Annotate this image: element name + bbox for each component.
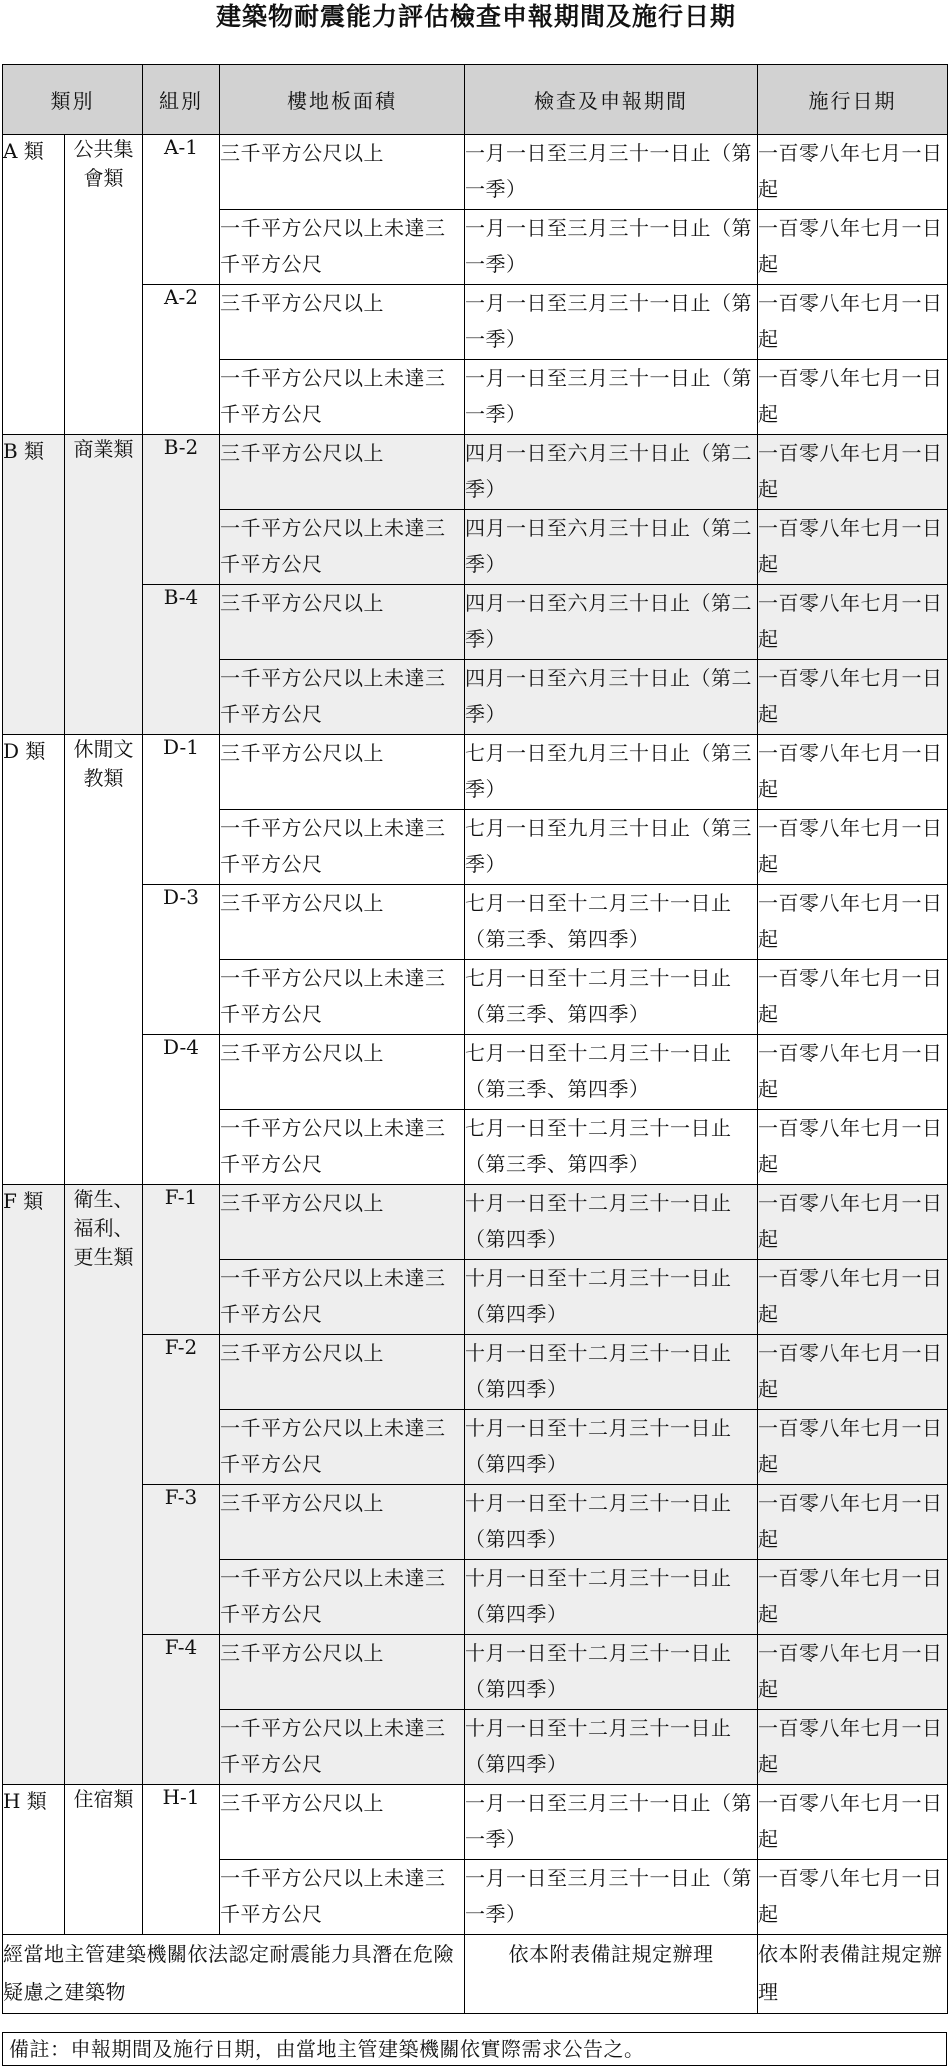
floor-area-cell: 三千平方公尺以上 [220,1635,465,1710]
period-cell: 十月一日至十二月三十一日止（第四季） [465,1635,758,1710]
effective-cell: 一百零八年七月一日起 [758,360,948,435]
group-code: F-3 [143,1485,220,1635]
floor-area-cell: 三千平方公尺以上 [220,885,465,960]
group-code: D-4 [143,1035,220,1185]
effective-cell: 一百零八年七月一日起 [758,735,948,810]
period-cell: 四月一日至六月三十日止（第二季） [465,585,758,660]
category-type: F 類 [3,1185,65,1785]
effective-cell: 一百零八年七月一日起 [758,1485,948,1560]
floor-area-cell: 一千平方公尺以上未達三千平方公尺 [220,360,465,435]
header-period: 檢查及申報期間 [465,65,758,135]
period-cell: 十月一日至十二月三十一日止（第四季） [465,1185,758,1260]
category-type: B 類 [3,435,65,735]
floor-area-cell: 一千平方公尺以上未達三千平方公尺 [220,660,465,735]
effective-cell: 一百零八年七月一日起 [758,1635,948,1710]
group-code: F-4 [143,1635,220,1785]
table-row [3,435,948,510]
special-effective-cell: 依本附表備註規定辦理 [758,1935,948,2014]
period-cell: 七月一日至九月三十日止（第三季） [465,735,758,810]
effective-cell: 一百零八年七月一日起 [758,1710,948,1785]
floor-area-cell: 一千平方公尺以上未達三千平方公尺 [220,1110,465,1185]
group-code: F-1 [143,1185,220,1335]
table-row [3,1335,948,1410]
category-subtype: 衛生、福利、更生類 [65,1185,143,1785]
floor-area-cell: 三千平方公尺以上 [220,1185,465,1260]
header-effective: 施行日期 [758,65,948,135]
table-row [3,1485,948,1560]
table-body [3,135,948,2014]
special-period-cell: 依本附表備註規定辦理 [465,1935,758,2014]
floor-area-cell: 一千平方公尺以上未達三千平方公尺 [220,1410,465,1485]
period-cell: 一月一日至三月三十一日止（第一季） [465,1785,758,1860]
category-subtype: 商業類 [65,435,143,735]
page-title: 建築物耐震能力評估檢查申報期間及施行日期 [215,2,736,31]
header-group: 組別 [143,65,220,135]
category-type: H 類 [3,1785,65,1935]
period-cell: 十月一日至十二月三十一日止（第四季） [465,1335,758,1410]
period-cell: 十月一日至十二月三十一日止（第四季） [465,1410,758,1485]
effective-cell: 一百零八年七月一日起 [758,1860,948,1935]
period-cell: 四月一日至六月三十日止（第二季） [465,510,758,585]
floor-area-cell: 三千平方公尺以上 [220,735,465,810]
special-row [3,1935,948,2014]
table-row [3,1035,948,1110]
period-cell: 七月一日至十二月三十一日止（第三季、第四季） [465,885,758,960]
table-row [3,885,948,960]
schedule-table [2,64,948,2014]
floor-area-cell: 一千平方公尺以上未達三千平方公尺 [220,510,465,585]
effective-cell: 一百零八年七月一日起 [758,1410,948,1485]
table-row [3,1185,948,1260]
floor-area-cell: 三千平方公尺以上 [220,1785,465,1860]
period-cell: 七月一日至九月三十日止（第三季） [465,810,758,885]
effective-cell: 一百零八年七月一日起 [758,435,948,510]
group-code: B-4 [143,585,220,735]
group-code: D-1 [143,735,220,885]
table-row [3,135,948,210]
floor-area-cell: 三千平方公尺以上 [220,1035,465,1110]
floor-area-cell: 一千平方公尺以上未達三千平方公尺 [220,1860,465,1935]
effective-cell: 一百零八年七月一日起 [758,960,948,1035]
period-cell: 一月一日至三月三十一日止（第一季） [465,285,758,360]
table-row [3,1635,948,1710]
effective-cell: 一百零八年七月一日起 [758,1260,948,1335]
floor-area-cell: 一千平方公尺以上未達三千平方公尺 [220,210,465,285]
group-code: H-1 [143,1785,220,1935]
group-code: A-2 [143,285,220,435]
floor-area-cell: 三千平方公尺以上 [220,435,465,510]
floor-area-cell: 一千平方公尺以上未達三千平方公尺 [220,1260,465,1335]
group-code: B-2 [143,435,220,585]
period-cell: 七月一日至十二月三十一日止（第三季、第四季） [465,1110,758,1185]
table-row [3,1785,948,1860]
period-cell: 七月一日至十二月三十一日止（第三季、第四季） [465,1035,758,1110]
category-subtype: 休閒文教類 [65,735,143,1185]
period-cell: 四月一日至六月三十日止（第二季） [465,435,758,510]
period-cell: 十月一日至十二月三十一日止（第四季） [465,1560,758,1635]
group-code: F-2 [143,1335,220,1485]
period-cell: 十月一日至十二月三十一日止（第四季） [465,1710,758,1785]
effective-cell: 一百零八年七月一日起 [758,1185,948,1260]
effective-cell: 一百零八年七月一日起 [758,285,948,360]
effective-cell: 一百零八年七月一日起 [758,885,948,960]
floor-area-cell: 一千平方公尺以上未達三千平方公尺 [220,1560,465,1635]
effective-cell: 一百零八年七月一日起 [758,510,948,585]
table-row [3,585,948,660]
effective-cell: 一百零八年七月一日起 [758,1560,948,1635]
category-subtype: 公共集會類 [65,135,143,435]
period-cell: 十月一日至十二月三十一日止（第四季） [465,1485,758,1560]
period-cell: 一月一日至三月三十一日止（第一季） [465,1860,758,1935]
effective-cell: 一百零八年七月一日起 [758,1785,948,1860]
effective-cell: 一百零八年七月一日起 [758,585,948,660]
floor-area-cell: 三千平方公尺以上 [220,585,465,660]
floor-area-cell: 三千平方公尺以上 [220,1335,465,1410]
floor-area-cell: 三千平方公尺以上 [220,135,465,210]
table-row [3,285,948,360]
period-cell: 一月一日至三月三十一日止（第一季） [465,135,758,210]
effective-cell: 一百零八年七月一日起 [758,1035,948,1110]
effective-cell: 一百零八年七月一日起 [758,1110,948,1185]
effective-cell: 一百零八年七月一日起 [758,810,948,885]
effective-cell: 一百零八年七月一日起 [758,660,948,735]
period-cell: 四月一日至六月三十日止（第二季） [465,660,758,735]
floor-area-cell: 一千平方公尺以上未達三千平方公尺 [220,810,465,885]
header-category: 類別 [3,65,143,135]
effective-cell: 一百零八年七月一日起 [758,1335,948,1410]
group-code: D-3 [143,885,220,1035]
period-cell: 七月一日至十二月三十一日止（第三季、第四季） [465,960,758,1035]
effective-cell: 一百零八年七月一日起 [758,135,948,210]
floor-area-cell: 一千平方公尺以上未達三千平方公尺 [220,1710,465,1785]
period-cell: 十月一日至十二月三十一日止（第四季） [465,1260,758,1335]
header-floor-area: 樓地板面積 [220,65,465,135]
header-row [3,65,948,135]
category-type: D 類 [3,735,65,1185]
category-type: A 類 [3,135,65,435]
table-row [3,735,948,810]
effective-cell: 一百零八年七月一日起 [758,210,948,285]
special-desc-cell: 經當地主管建築機關依法認定耐震能力具潛在危險疑慮之建築物 [3,1935,465,2014]
group-code: A-1 [143,135,220,285]
floor-area-cell: 三千平方公尺以上 [220,1485,465,1560]
category-subtype: 住宿類 [65,1785,143,1935]
period-cell: 一月一日至三月三十一日止（第一季） [465,360,758,435]
floor-area-cell: 三千平方公尺以上 [220,285,465,360]
footnote: 備註：申報期間及施行日期，由當地主管建築機關依實際需求公告之。 [2,2032,947,2066]
period-cell: 一月一日至三月三十一日止（第一季） [465,210,758,285]
floor-area-cell: 一千平方公尺以上未達三千平方公尺 [220,960,465,1035]
